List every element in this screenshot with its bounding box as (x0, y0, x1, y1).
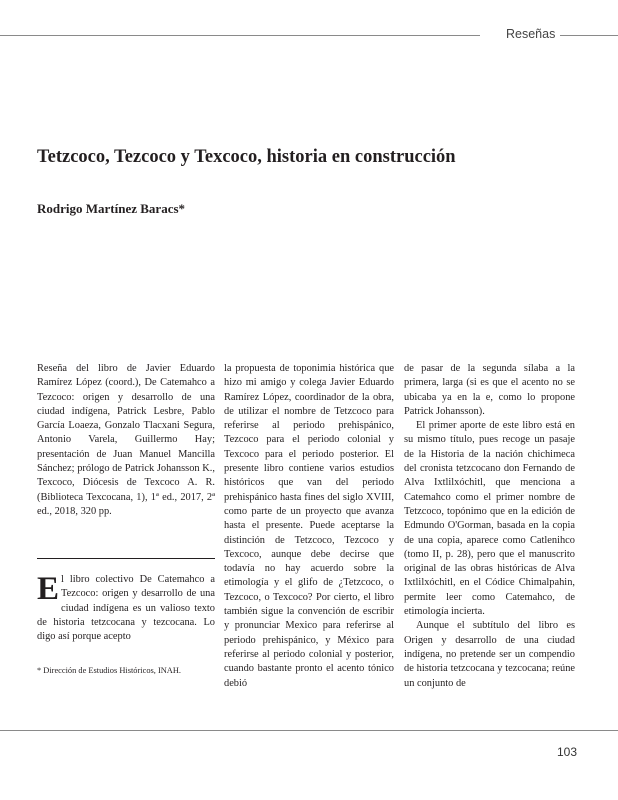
opening-text: l libro colectivo De Catemahco a Tezcoco: origen y desarrollo de una ciudad indígena es un valioso texto de historia tetzcocana y tezcocana. Lo digo así porque acepto (37, 574, 215, 643)
paragraph: Aunque el subtítulo del libro es Origen y desarrollo de una ciudad indígena, no pretende ser un compendio de historia tetzcocana y tezcocana; reúne un conjunto de (404, 620, 575, 689)
article-title: Tetzcoco, Tezcoco y Texcoco, historia en construcción (37, 147, 456, 167)
paragraph: de pasar de la segunda sílaba a la primera, larga (si es que el acento no se ubicaba ya en la e, como lo propone Patrick Johansson). (404, 363, 575, 417)
opening-paragraph (37, 573, 215, 644)
body-column-2 (224, 362, 394, 691)
footnote: * Dirección de Estudios Históricos, INAH. (37, 666, 181, 675)
page-number: 103 (557, 745, 578, 759)
paragraph: El primer aporte de este libro está en su mismo título, pues recoge un pasaje de la Historia de la nación chichimeca del cronista tetzcocano don Fernando de Alva Ixtlilxóchitl, que menciona a Catemahco como el primer nombre de Tetzcoco, topónimo que en la edición de Edmundo O'Gorman, basada en la copia de una copia, aparece como Catlenihco (tomo II, p. 28), pero que el manuscrito original de las obras históricas de Alva Ixtlilxóchitl, en el Códice Chimalpahin, permite leer como Catemahco, de etimología incierta. (404, 420, 575, 618)
drop-cap: E (37, 571, 60, 607)
paragraph: la propuesta de toponimia histórica que hizo mi amigo y colega Javier Eduardo Ramírez López, coordinador de la obra, de utilizar el nombre de Tetzcoco para referirse al periodo prehispánico, Tezcoco para el periodo colonial y Texcoco para el periodo posterior. El presente libro contiene varios estudios históricos que van del periodo prehispánico hasta fines del siglo XVIII, como parte de un proyecto que avanza hasta el presente. Puede aceptarse la distinción de Tetzcoco, Tezcoco y Texcoco, aunque debe decirse que todavía no hay acuerdo sobre la etimología y el glifo de ¿Tetzcoco, o Tezcoco, o Texcoco? Por cierto, el libro también sigue la convención de escribir y pronunciar Mexico para referirse al periodo prehispánico, y México para referirse al periodo colonial y posterior, cuando bastante pronto el acento tónico debió (224, 363, 394, 689)
review-info-divider (37, 558, 215, 559)
body-column-3 (404, 362, 575, 691)
review-info-column (37, 362, 215, 519)
article-author: Rodrigo Martínez Baracs* (37, 201, 186, 216)
review-info: Reseña del libro de Javier Eduardo Ramírez López (coord.), De Catemahco a Tezcoco: origen y desarrollo de una ciudad indígena, Patrick Lesbre, Pablo García Loaeza, Gonzalo Tlacxani Segura, Antonio Varela, Guillermo Hay; presentación de Juan Manuel Mancilla Sánchez; prólogo de Patrick Johansson K., Texcoco, Diócesis de Texcoco A. R. (Biblioteca Texcocana, 1), 1ª ed., 2017, 2ª ed., 2018, 320 pp. (37, 363, 215, 517)
header-rule-right (560, 35, 618, 36)
section-label: Reseñas (506, 27, 556, 41)
header-rule-left (0, 35, 480, 36)
footer-rule (0, 730, 618, 731)
